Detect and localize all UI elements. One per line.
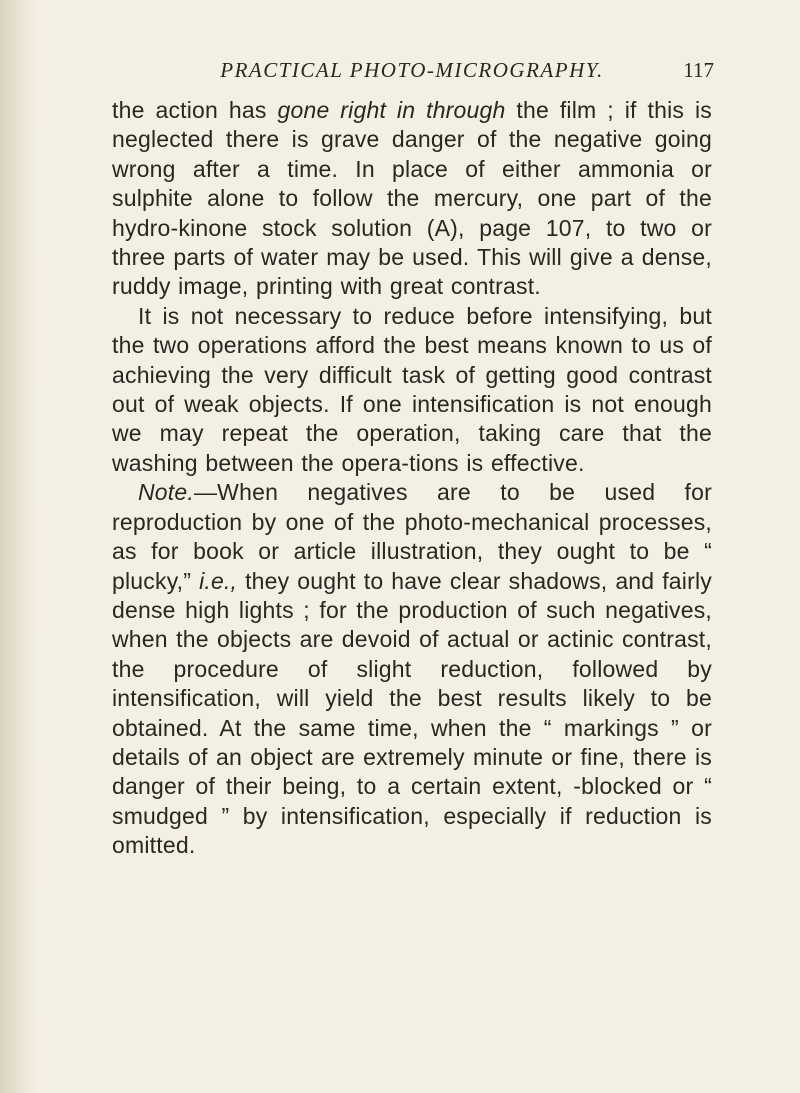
- page-gutter-shadow: [0, 0, 38, 1093]
- running-title: PRACTICAL PHOTO-MICROGRAPHY.: [220, 58, 604, 82]
- paragraph-2: It is not necessary to reduce before intensifying, but the two operations afford the best means known to us of achieving the very difficult task of getting good contrast out of weak objects. If one intensification is not enough we may repeat the operation, taking care that the washing between the opera-tions is effective.: [112, 302, 712, 476]
- note-text-a: —When negatives are to be used for reproduction by one of the photo-mechanical processes, as for book or article illustration, they ought to be “ plucky,”: [112, 479, 712, 594]
- paragraph-1-rest: the film ; if this is neglected there is grave danger of the negative going wrong after a time. In place of either ammonia or sulphite alone to follow the mercury, one part of the hydro-kinone stock solution (A), page 107, to two or three parts of water may be used. This will give a dense, ruddy image, printing with great contrast.: [112, 97, 713, 300]
- note-ie: i.e.,: [199, 567, 238, 594]
- note-label: Note.: [138, 479, 194, 506]
- paragraph-1: [112, 96, 712, 302]
- book-page: [112, 56, 712, 861]
- paragraph-3-note: [112, 478, 712, 860]
- running-head: [112, 56, 712, 90]
- page-number: 117: [683, 58, 714, 82]
- paragraph-1-italic: gone right in through: [277, 97, 506, 123]
- paragraph-1-start: the action has: [112, 97, 278, 123]
- note-text-b: they ought to have clear shadows, and fairly dense high lights ; for the production of such negatives, when the objects are devoid of actual or actinic contrast, the procedure of slight reduction, followed by intensification, will yield the best results likely to be obtained. At the same time, when the “ markings ” or details of an object are extremely minute or fine, there is danger of their being, to a certain extent, -blocked or “ smudged ” by intensification, especially if reduction is omitted.: [112, 567, 712, 859]
- body-text: [112, 96, 712, 861]
